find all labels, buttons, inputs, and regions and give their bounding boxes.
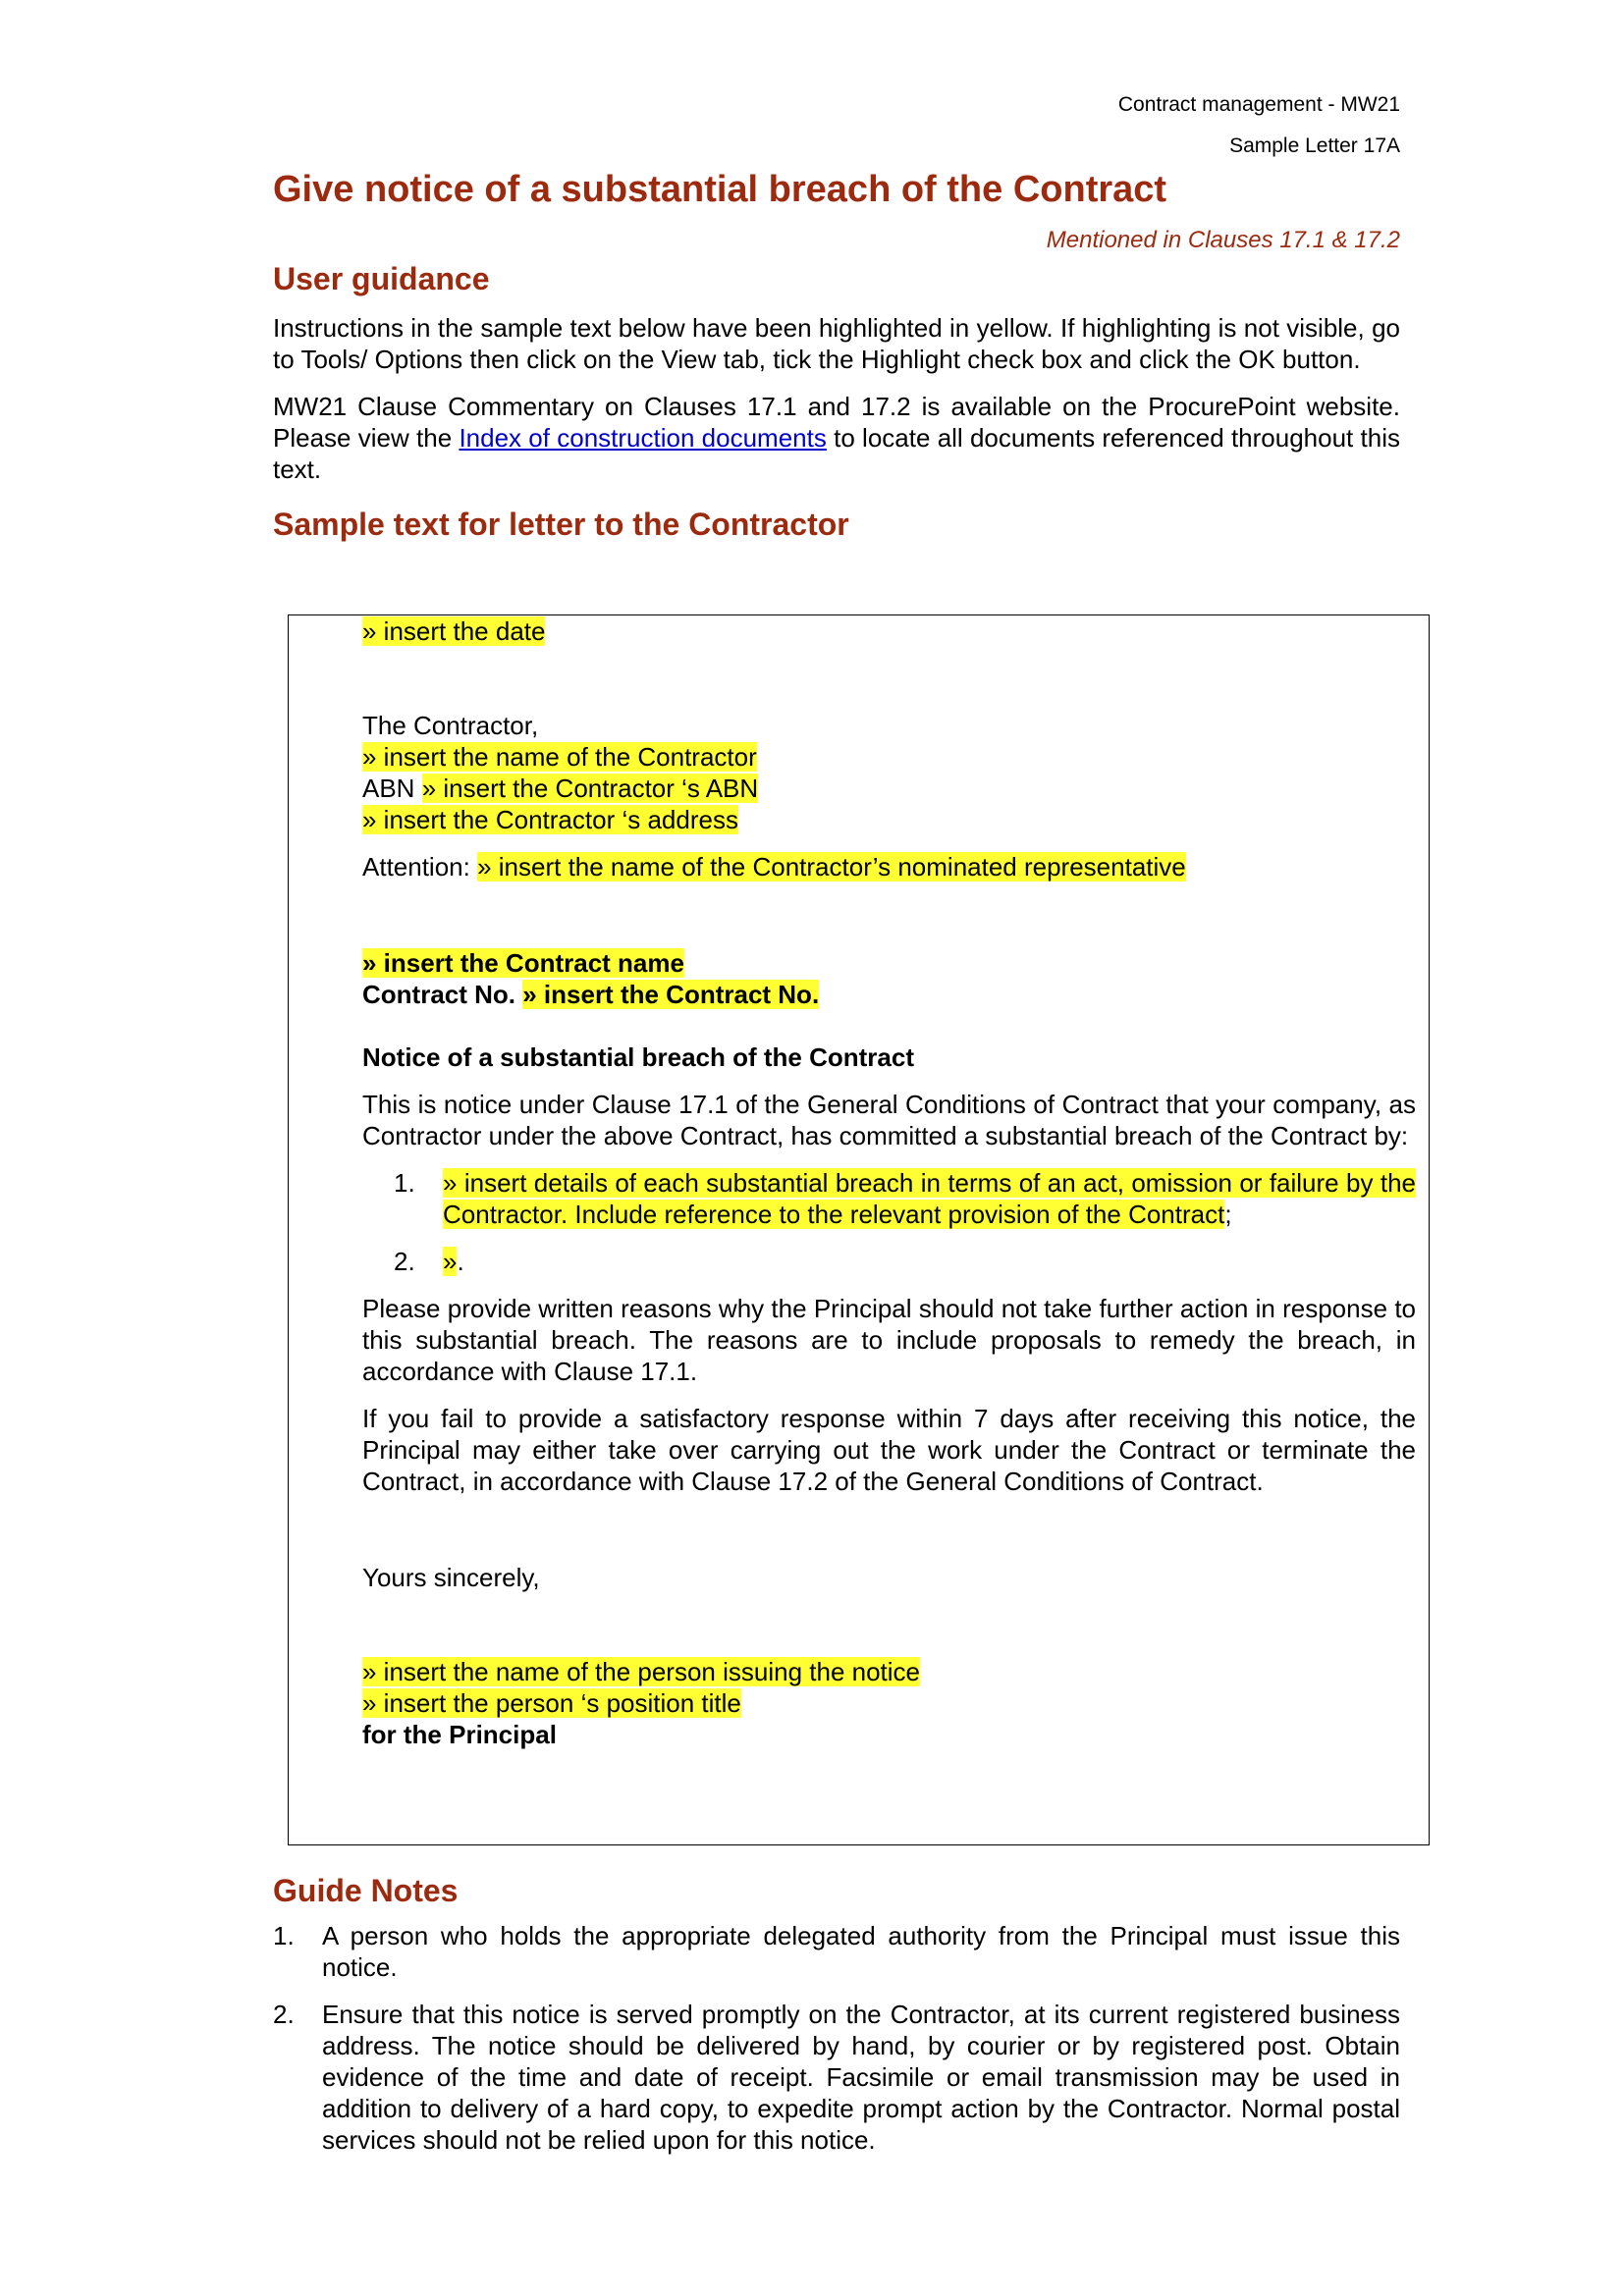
signer-name-placeholder: » insert the name of the person issuing the notice — [362, 1657, 921, 1686]
document-page — [273, 0, 1400, 544]
letter-closing: Yours sincerely, — [362, 1563, 540, 1592]
guide-notes-section — [273, 1871, 1400, 2156]
user-guidance-heading: User guidance — [273, 261, 490, 296]
para2-text-before: MW21 Clause Commentary on Clauses 17.1 and 17.2 is available on the ProcurePoint website. Please view the — [273, 392, 1400, 453]
guide-note-number: 1. — [273, 1921, 295, 1950]
guide-note-number: 2. — [273, 2000, 295, 2029]
breach-details-placeholder: » insert details of each substantial breach in terms of an act, omission or failure by the Contractor. Include reference to the relevant provision of the Contract — [443, 1168, 1416, 1229]
abn-placeholder: » insert the Contractor ‘s ABN — [421, 774, 759, 803]
list-item-tail: ; — [1224, 1200, 1232, 1229]
addressee: The Contractor, — [362, 711, 539, 740]
index-of-construction-documents-link[interactable]: Index of construction documents — [459, 423, 827, 453]
list-item-tail: . — [457, 1247, 464, 1276]
address-placeholder: » insert the Contractor ‘s address — [362, 805, 738, 834]
user-guidance-para-1: Instructions in the sample text below have been highlighted in yellow. If highlighting is not visible, go to Tools/ Options then click on the View tab, tick the Highlight check box and click the OK button. — [273, 313, 1400, 374]
abn-label: ABN — [362, 774, 422, 803]
sample-text-heading: Sample text for letter to the Contractor — [273, 507, 849, 542]
sample-letter-box — [288, 614, 1430, 1845]
list-item-number: 2. — [394, 1247, 415, 1276]
list-item — [362, 1246, 1416, 1277]
running-header — [273, 84, 1400, 167]
list-item — [273, 1999, 1400, 2156]
attention-placeholder: » insert the name of the Contractor’s nominated representative — [477, 852, 1186, 881]
mentioned-clauses: Mentioned in Clauses 17.1 & 17.2 — [1046, 227, 1400, 253]
contract-no-label: Contract No. — [362, 980, 523, 1009]
header-line-2: Sample Letter 17A — [1229, 134, 1400, 157]
breach-details-placeholder-2: » — [443, 1247, 458, 1276]
letter-body-1: This is notice under Clause 17.1 of the General Conditions of Contract that your company, as Contractor under the above Contract, has committed a substantial breach of the Contract by: — [362, 1090, 1416, 1150]
guide-note-text: A person who holds the appropriate delegated authority from the Principal must issue this notice. — [322, 1921, 1400, 1982]
letter-body-3: If you fail to provide a satisfactory response within 7 days after receiving this notice, the Principal may either take over carrying out the work under the Contract or terminate the Contract, in accordance with Clause 17.2 of the General Conditions of Contract. — [362, 1404, 1416, 1496]
signer-title-placeholder: » insert the person ‘s position title — [362, 1688, 741, 1718]
header-line-1: Contract management - MW21 — [1117, 93, 1400, 116]
contract-name-placeholder: » insert the Contract name — [362, 948, 684, 978]
para2-text-after: to locate all documents referenced throughout this text. — [273, 423, 1400, 484]
letter-subject: Notice of a substantial breach of the Contract — [362, 1042, 914, 1072]
page-title: Give notice of a substantial breach of the Contract — [273, 169, 1167, 210]
guide-notes-heading: Guide Notes — [273, 1873, 459, 1908]
list-item-number: 1. — [394, 1168, 415, 1198]
list-item — [273, 1920, 1400, 1983]
date-placeholder: » insert the date — [362, 616, 546, 646]
contractor-name-placeholder: » insert the name of the Contractor — [362, 742, 757, 772]
for-the-principal: for the Principal — [362, 1720, 557, 1749]
contract-no-placeholder: » insert the Contract No. — [522, 980, 820, 1009]
guide-note-text: Ensure that this notice is served promptly on the Contractor, at its current registered business address. The notice should be delivered by hand, by courier or by registered post. Obtain evidence of the time and date of receipt. Facsimile or email transmission may be used in addition to delivery of a hard copy, to expedite prompt action by the Contractor. Normal postal services should not be relied upon for this notice. — [322, 2000, 1400, 2155]
attention-label: Attention: — [362, 852, 478, 881]
letter-body-2: Please provide written reasons why the Principal should not take further action in response to this substantial breach. The reasons are to include proposals to remedy the breach, in accordance with Clause 17.1. — [362, 1294, 1416, 1386]
sample-letter — [362, 615, 1416, 1750]
user-guidance-para-2 — [273, 391, 1400, 485]
list-item — [362, 1167, 1416, 1230]
